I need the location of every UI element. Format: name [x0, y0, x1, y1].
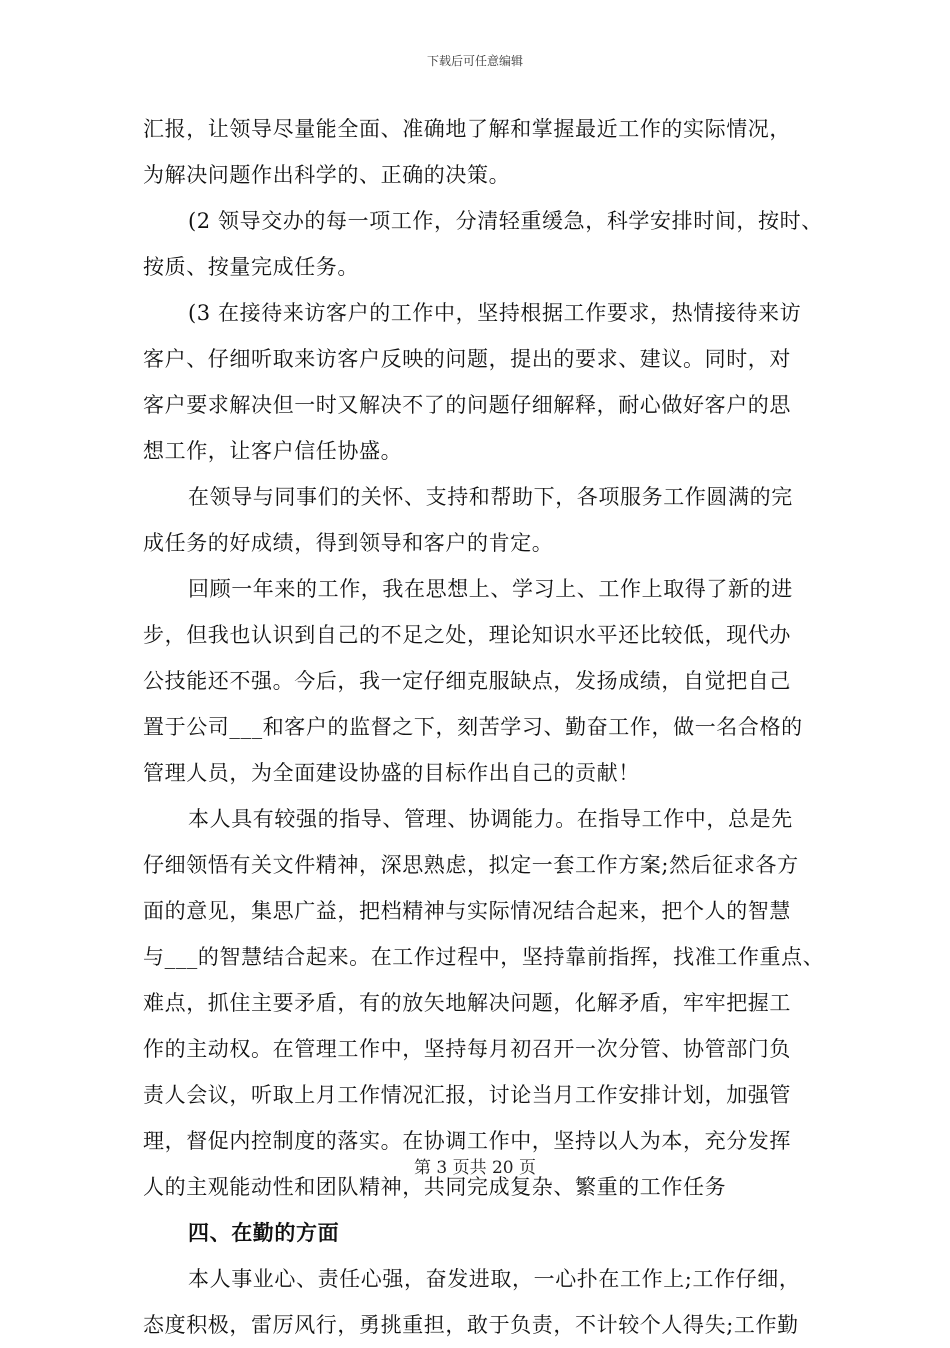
text-line: 人的主观能动性和团队精神，共同完成复杂、繁重的工作任务 — [143, 1175, 727, 1199]
text-line: 难点，抓住主要矛盾，有的放矢地解决问题，化解矛盾，牢牢把握工 — [143, 991, 791, 1015]
page-header: 下载后可任意编辑 — [426, 54, 523, 68]
text-line: 态度积极，雷厉风行，勇挑重担，敢于负责，不计较个人得失;工作勤 — [143, 1313, 799, 1337]
text-line: 管理人员，为全面建设协盛的目标作出自己的贡献！ — [143, 761, 640, 785]
text-line: 仔细领悟有关文件精神，深思熟虑，拟定一套工作方案;然后征求各方 — [143, 853, 799, 877]
text-line: 在领导与同事们的关怀、支持和帮助下，各项服务工作圆满的完 — [188, 485, 793, 509]
text-line: (3 在接待来访客户的工作中，坚持根据工作要求，热情接待来访 — [188, 301, 802, 325]
text-line: 置于公司___和客户的监督之下，刻苦学习、勤奋工作，做一名合格的 — [143, 715, 803, 739]
text-line: 作的主动权。在管理工作中，坚持每月初召开一次分管、协管部门负 — [143, 1037, 791, 1061]
text-line: 责人会议，听取上月工作情况汇报，讨论当月工作安排计划，加强管 — [143, 1083, 791, 1107]
text-line: 与___的智慧结合起来。在工作过程中，坚持靠前指挥，找准工作重点、 — [143, 945, 825, 969]
text-line: 步，但我也认识到自己的不足之处，理论知识水平还比较低，现代办 — [143, 623, 791, 647]
text-line: 本人具有较强的指导、管理、协调能力。在指导工作中，总是先 — [188, 807, 793, 831]
text-line: 理，督促内控制度的落实。在协调工作中，坚持以人为本，充分发挥 — [143, 1129, 791, 1153]
text-line: 面的意见，集思广益，把档精神与实际情况结合起来，把个人的智慧 — [143, 899, 791, 923]
text-line: 客户、仔细听取来访客户反映的问题，提出的要求、建议。同时，对 — [143, 347, 791, 371]
text-line: 回顾一年来的工作，我在思想上、学习上、工作上取得了新的进 — [188, 577, 793, 601]
text-line: 为解决问题作出科学的、正确的决策。 — [143, 163, 511, 187]
text-line: 本人事业心、责任心强，奋发进取，一心扑在工作上;工作仔细， — [188, 1267, 801, 1291]
text-line: (2 领导交办的每一项工作，分清轻重缓急，科学安排时间，按时、 — [188, 209, 823, 233]
page-number-footer: 第 3 页共 20 页 — [413, 1158, 537, 1178]
section-heading: 四、在勤的方面 — [188, 1220, 340, 1245]
text-line: 按质、按量完成任务。 — [143, 255, 359, 279]
text-line: 成任务的好成绩，得到领导和客户的肯定。 — [143, 531, 554, 555]
text-line: 客户要求解决但一时又解决不了的问题仔细解释，耐心做好客户的思 — [143, 393, 791, 417]
text-line: 想工作，让客户信任协盛。 — [143, 439, 403, 463]
text-line: 汇报，让领导尽量能全面、准确地了解和掌握最近工作的实际情况， — [143, 117, 791, 141]
text-line: 公技能还不强。今后，我一定仔细克服缺点，发扬成绩，自觉把自己 — [143, 669, 791, 693]
